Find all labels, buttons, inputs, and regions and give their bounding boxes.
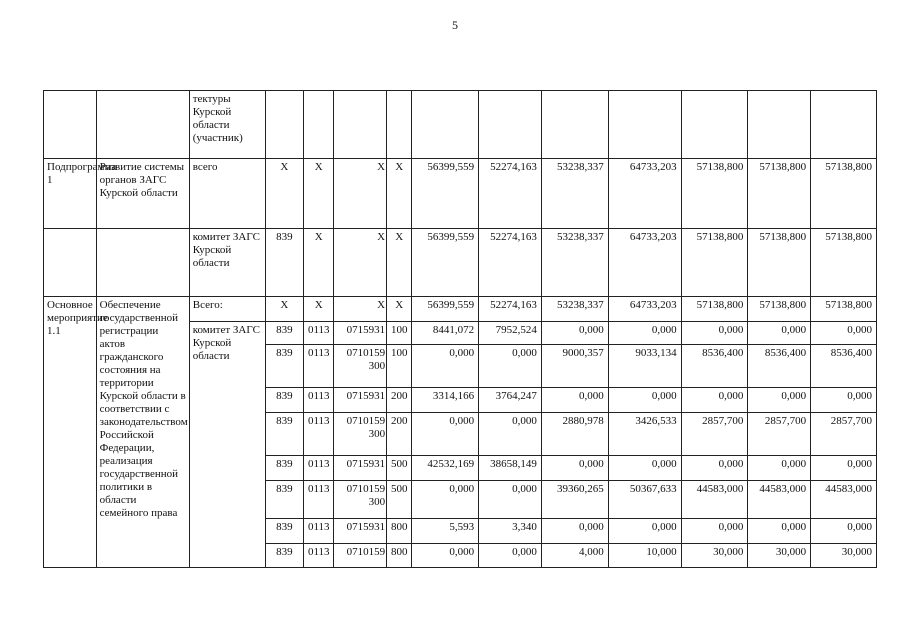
rzpr-cell: X [304,297,334,322]
status-cell [44,91,97,159]
table-row [44,159,877,229]
table-row [44,297,877,322]
empty-cell [811,91,877,159]
csr-cell: X [334,229,387,297]
empty-cell [412,91,479,159]
value-cell: 57138,800 [748,229,811,297]
value-cell: 0,000 [681,388,748,413]
value-cell: 57138,800 [681,297,748,322]
budget-table [43,90,877,568]
value-cell: 2857,700 [811,413,877,456]
vr-cell: 800 [387,544,412,568]
grbs-cell: X [265,297,303,322]
value-cell: 0,000 [811,388,877,413]
value-cell: 38658,149 [479,456,542,481]
vr-cell: 100 [387,322,412,345]
value-cell: 57138,800 [811,297,877,322]
grbs-cell: 839 [265,413,303,456]
value-cell: 56399,559 [412,297,479,322]
name-cell [96,229,189,297]
value-cell: 0,000 [748,322,811,345]
executor-cell: тектуры Курской области (участник) [189,91,265,159]
value-cell: 53238,337 [541,229,608,297]
value-cell: 52274,163 [479,229,542,297]
value-cell: 57138,800 [681,159,748,229]
value-cell: 57138,800 [681,229,748,297]
empty-cell [748,91,811,159]
vr-cell: 200 [387,388,412,413]
value-cell: 0,000 [608,519,681,544]
empty-cell [304,91,334,159]
executor-cell: комитет ЗАГС Курской области [189,229,265,297]
value-cell: 0,000 [412,413,479,456]
value-cell: 44583,000 [681,481,748,519]
grbs-cell: 839 [265,481,303,519]
value-cell: 8536,400 [681,345,748,388]
subprogram-status: Подпрограмма 1 [44,159,97,229]
value-cell: 4,000 [541,544,608,568]
rzpr-cell: 0113 [304,519,334,544]
value-cell: 0,000 [541,519,608,544]
value-cell: 8441,072 [412,322,479,345]
value-cell: 3764,247 [479,388,542,413]
csr-cell: X [334,159,387,229]
value-cell: 0,000 [748,456,811,481]
value-cell: 56399,559 [412,229,479,297]
value-cell: 0,000 [681,519,748,544]
value-cell: 0,000 [748,388,811,413]
value-cell: 44583,000 [748,481,811,519]
empty-cell [479,91,542,159]
value-cell: 52274,163 [479,159,542,229]
value-cell: 0,000 [681,322,748,345]
value-cell: 9000,357 [541,345,608,388]
activity-status: Основное мероприятие 1.1 [44,297,97,568]
csr-cell: 0710159 [334,544,387,568]
value-cell: 0,000 [811,322,877,345]
vr-cell: X [387,229,412,297]
value-cell: 3,340 [479,519,542,544]
value-cell: 0,000 [748,519,811,544]
value-cell: 2880,978 [541,413,608,456]
csr-cell: 0710159 300 [334,345,387,388]
value-cell: 10,000 [608,544,681,568]
value-cell: 0,000 [412,345,479,388]
grbs-cell: 839 [265,456,303,481]
rzpr-cell: X [304,159,334,229]
csr-cell: 0715931 [334,388,387,413]
value-cell: 44583,000 [811,481,877,519]
executor-cell: всего [189,159,265,229]
rzpr-cell: X [304,229,334,297]
rzpr-cell: 0113 [304,544,334,568]
csr-cell: 0715931 [334,519,387,544]
value-cell: 30,000 [811,544,877,568]
empty-cell [541,91,608,159]
value-cell: 0,000 [608,388,681,413]
executor-cell: комитет ЗАГС Курской области [189,322,265,568]
name-cell [96,91,189,159]
vr-cell: 500 [387,481,412,519]
empty-cell [608,91,681,159]
executor-cell: Всего: [189,297,265,322]
value-cell: 64733,203 [608,229,681,297]
value-cell: 9033,134 [608,345,681,388]
value-cell: 57138,800 [811,159,877,229]
value-cell: 30,000 [748,544,811,568]
value-cell: 0,000 [479,345,542,388]
empty-cell [387,91,412,159]
value-cell: 39360,265 [541,481,608,519]
rzpr-cell: 0113 [304,456,334,481]
value-cell: 0,000 [608,456,681,481]
vr-cell: X [387,159,412,229]
value-cell: 3426,533 [608,413,681,456]
value-cell: 8536,400 [811,345,877,388]
csr-cell: 0710159 300 [334,481,387,519]
vr-cell: 800 [387,519,412,544]
vr-cell: X [387,297,412,322]
value-cell: 0,000 [479,481,542,519]
value-cell: 3314,166 [412,388,479,413]
value-cell: 0,000 [608,322,681,345]
value-cell: 0,000 [412,544,479,568]
grbs-cell: 839 [265,322,303,345]
value-cell: 2857,700 [681,413,748,456]
value-cell: 57138,800 [748,297,811,322]
value-cell: 0,000 [541,322,608,345]
vr-cell: 200 [387,413,412,456]
activity-name: Обеспечение государственной регистрации актов гражданского состояния на территории Курской области в соответствии с законодательством Российской Федерации, реализация государственной политики в области семейного права [96,297,189,568]
rzpr-cell: 0113 [304,481,334,519]
table-row [44,229,877,297]
value-cell: 2857,700 [748,413,811,456]
value-cell: 42532,169 [412,456,479,481]
empty-cell [334,91,387,159]
value-cell: 7952,524 [479,322,542,345]
value-cell: 8536,400 [748,345,811,388]
table-row [44,91,877,159]
value-cell: 53238,337 [541,297,608,322]
empty-cell [681,91,748,159]
value-cell: 30,000 [681,544,748,568]
rzpr-cell: 0113 [304,345,334,388]
value-cell: 0,000 [479,544,542,568]
value-cell: 0,000 [541,456,608,481]
page-number: 5 [452,18,458,32]
vr-cell: 500 [387,456,412,481]
grbs-cell: 839 [265,519,303,544]
value-cell: 53238,337 [541,159,608,229]
empty-cell [265,91,303,159]
value-cell: 0,000 [541,388,608,413]
subprogram-name: Развитие системы органов ЗАГС Курской области [96,159,189,229]
value-cell: 0,000 [811,519,877,544]
value-cell: 57138,800 [748,159,811,229]
value-cell: 0,000 [811,456,877,481]
value-cell: 5,593 [412,519,479,544]
value-cell: 0,000 [479,413,542,456]
vr-cell: 100 [387,345,412,388]
grbs-cell: 839 [265,229,303,297]
rzpr-cell: 0113 [304,388,334,413]
value-cell: 50367,633 [608,481,681,519]
csr-cell: 0710159 300 [334,413,387,456]
rzpr-cell: 0113 [304,322,334,345]
value-cell: 57138,800 [811,229,877,297]
csr-cell: 0715931 [334,456,387,481]
rzpr-cell: 0113 [304,413,334,456]
value-cell: 56399,559 [412,159,479,229]
grbs-cell: 839 [265,544,303,568]
value-cell: 0,000 [412,481,479,519]
value-cell: 64733,203 [608,297,681,322]
value-cell: 64733,203 [608,159,681,229]
value-cell: 52274,163 [479,297,542,322]
csr-cell: 0715931 [334,322,387,345]
value-cell: 0,000 [681,456,748,481]
grbs-cell: 839 [265,345,303,388]
grbs-cell: X [265,159,303,229]
grbs-cell: 839 [265,388,303,413]
csr-cell: X [334,297,387,322]
status-cell [44,229,97,297]
